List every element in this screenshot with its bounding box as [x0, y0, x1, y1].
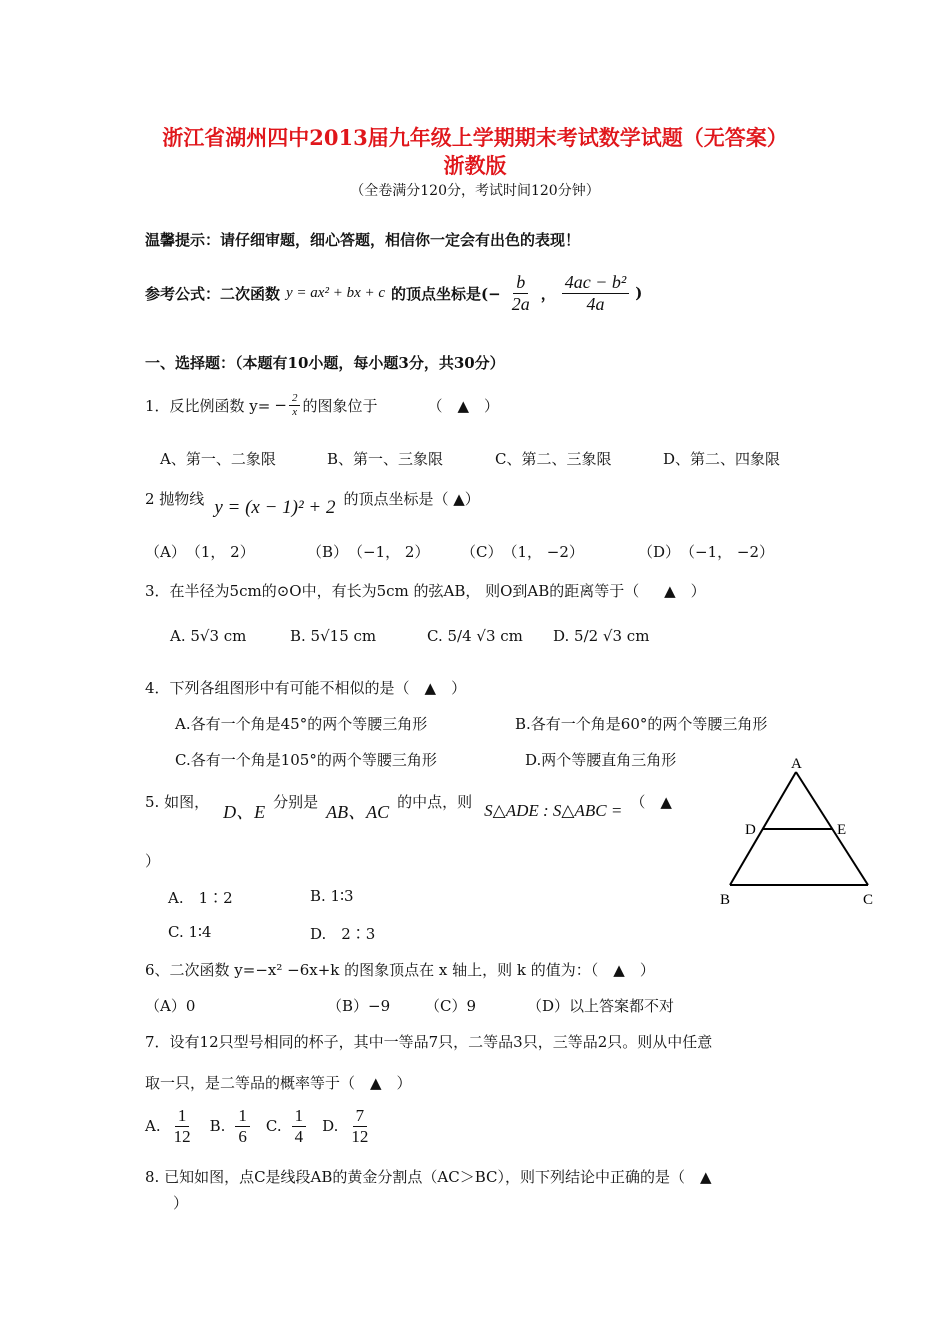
q7-option-c-frac	[292, 1106, 307, 1146]
q4-option-d[interactable]: D.两个等腰直角三角形	[525, 751, 677, 769]
label-d: D	[745, 822, 756, 838]
q7-option-c-letter: C.	[265, 1117, 282, 1136]
q1-option-a[interactable]: A、第一、二象限	[160, 450, 276, 468]
q7-a-num: 1	[175, 1106, 190, 1127]
q6-option-d[interactable]: （D）以上答案都不对	[527, 997, 675, 1015]
frac1-den: 2a	[511, 293, 530, 314]
q3-option-c[interactable]: C. 5/4 √3 cm	[427, 627, 523, 645]
q5-sides: AB、AC	[326, 802, 390, 822]
q7-option-c[interactable]	[266, 1106, 308, 1146]
q5-option-c[interactable]: C. 1∶4	[168, 923, 212, 941]
q5-close: ）	[145, 852, 161, 870]
q5-stem-c: 的中点，则	[397, 792, 473, 811]
label-e: E	[837, 822, 847, 838]
question-3	[145, 580, 706, 601]
q3-option-b[interactable]: B. 5√15 cm	[290, 627, 377, 645]
question-7-line2: 取一只，是二等品的概率等于（ ▲ ）	[145, 1074, 412, 1092]
q7-d-num: 7	[353, 1106, 368, 1127]
q5-stem-b: 分别是	[273, 792, 319, 811]
q1-stem: 1．反比例函数 y=	[145, 396, 271, 415]
q7-a-den: 12	[173, 1126, 191, 1146]
q5-ratio: S△ADE : S△ABC =	[484, 801, 623, 820]
formula-comma: ，	[540, 284, 556, 303]
reference-formula	[145, 272, 642, 314]
q5-option-a[interactable]: A. 1∶2	[168, 889, 233, 907]
formula-frac1	[509, 272, 533, 314]
q2-option-d[interactable]: （D） （−1， −2）	[638, 543, 775, 561]
q7-option-a[interactable]	[145, 1106, 196, 1146]
q5-option-b[interactable]: B. 1∶3	[310, 887, 354, 905]
q7-option-b-letter: B.	[209, 1117, 226, 1136]
q1-tail: 的图象位于	[302, 396, 378, 415]
q7-option-b-frac	[235, 1106, 250, 1146]
question-4: 4．下列各组图形中有可能不相似的是（ ▲ ）	[145, 679, 467, 697]
doc-subtitle: （全卷满分120分，考试时间120分钟）	[350, 183, 600, 199]
q2-tail: 的顶点坐标是（ ▲）	[343, 489, 480, 508]
q5-stem-a: 5. 如图，	[145, 792, 210, 811]
q7-option-d[interactable]	[322, 1106, 373, 1146]
q1-frac-num: 2	[289, 392, 301, 406]
formula-suffix: )	[635, 284, 643, 303]
q7-option-a-frac	[171, 1106, 194, 1146]
label-b: B	[720, 892, 731, 908]
question-5	[145, 788, 672, 822]
q1-frac	[289, 392, 301, 418]
q7-c-num: 1	[292, 1106, 307, 1127]
triangle-figure	[710, 750, 890, 910]
doc-title-line2: 浙教版	[443, 153, 507, 178]
frac2-den: 4a	[586, 293, 605, 314]
frac1-num: b	[513, 272, 528, 294]
q2-formula: y = (x − 1)² + 2	[214, 497, 336, 518]
q4-option-c[interactable]: C.各有一个角是105°的两个等腰三角形	[175, 751, 437, 769]
q2-option-c[interactable]: （C） （1， −2）	[461, 543, 584, 561]
q3-blank: ▲ ）	[664, 582, 706, 600]
question-8-line1: 8. 已知如图，点C是线段AB的黄金分割点（AC＞BC），则下列结论中正确的是（ ▲	[145, 1168, 712, 1186]
q6-option-b[interactable]: （B）−9	[327, 997, 391, 1015]
q7-option-b[interactable]	[210, 1106, 252, 1146]
formula-middle: 的顶点坐标是(−	[391, 284, 501, 303]
q7-option-d-frac	[348, 1106, 371, 1146]
tip-text: 温馨提示：请仔细审题，细心答题，相信你一定会有出色的表现！	[145, 231, 581, 249]
question-2	[145, 487, 480, 518]
q5-points: D、E	[223, 802, 266, 822]
q6-option-c[interactable]: （C）9	[425, 997, 477, 1015]
q7-b-num: 1	[235, 1106, 250, 1127]
section-heading: 一、选择题：（本题有10小题，每小题3分，共30分）	[145, 354, 505, 372]
doc-title-line1: 浙江省湖州四中2013届九年级上学期期末考试数学试题（无答案）	[162, 125, 788, 150]
q7-c-den: 4	[294, 1126, 304, 1146]
q7-option-a-letter: A.	[145, 1117, 161, 1136]
q4-option-b[interactable]: B.各有一个角是60°的两个等腰三角形	[515, 715, 768, 733]
formula-func: y = ax² + bx + c	[286, 284, 386, 301]
q2-stem: 2 抛物线	[145, 489, 205, 508]
label-a: A	[791, 756, 802, 772]
q1-frac-den: x	[292, 405, 298, 418]
q7-d-den: 12	[351, 1126, 369, 1146]
q5-blank: （ ▲	[630, 792, 672, 811]
q6-option-a[interactable]: （A）0	[145, 997, 196, 1015]
q3-option-d[interactable]: D. 5/2 √3 cm	[553, 627, 650, 645]
q1-option-b[interactable]: B、第一、三象限	[327, 450, 444, 468]
q1-blank: （ ▲ ）	[427, 396, 499, 415]
q4-option-a[interactable]: A.各有一个角是45°的两个等腰三角形	[175, 715, 428, 733]
q1-option-c[interactable]: C、第二、三象限	[495, 450, 612, 468]
question-1: 1．反比例函数 y= − $\frac{2}{x}$ 的图象位于 （ ▲ ）	[145, 392, 499, 418]
formula-prefix: 参考公式：二次函数	[145, 284, 281, 303]
q7-option-d-letter: D.	[322, 1117, 339, 1136]
formula-frac2	[562, 272, 630, 314]
q7-options	[145, 1106, 373, 1146]
q3-option-a[interactable]: A. 5√3 cm	[170, 627, 247, 645]
question-8-line2: ）	[173, 1194, 189, 1212]
q5-option-d[interactable]: D. 2∶3	[310, 925, 376, 943]
q2-option-b[interactable]: （B） （−1， 2）	[307, 543, 430, 561]
question-7-line1: 7．设有12只型号相同的杯子，其中一等品7只，二等品3只，三等品2只。则从中任意	[145, 1033, 713, 1051]
q1-option-d[interactable]: D、第二、四象限	[663, 450, 781, 468]
q3-stem: 3．在半径为5cm的⊙O中，有长为5cm 的弦AB， 则O到AB的距离等于（	[145, 582, 640, 600]
q7-b-den: 6	[238, 1126, 247, 1146]
label-c: C	[863, 892, 874, 908]
question-6: 6、二次函数 y=−x² −6x+k 的图象顶点在 x 轴上，则 k 的值为：（ ▲ ）	[145, 961, 655, 979]
frac2-num: 4ac − b²	[562, 272, 630, 294]
q2-option-a[interactable]: （A） （1， 2）	[145, 543, 255, 561]
